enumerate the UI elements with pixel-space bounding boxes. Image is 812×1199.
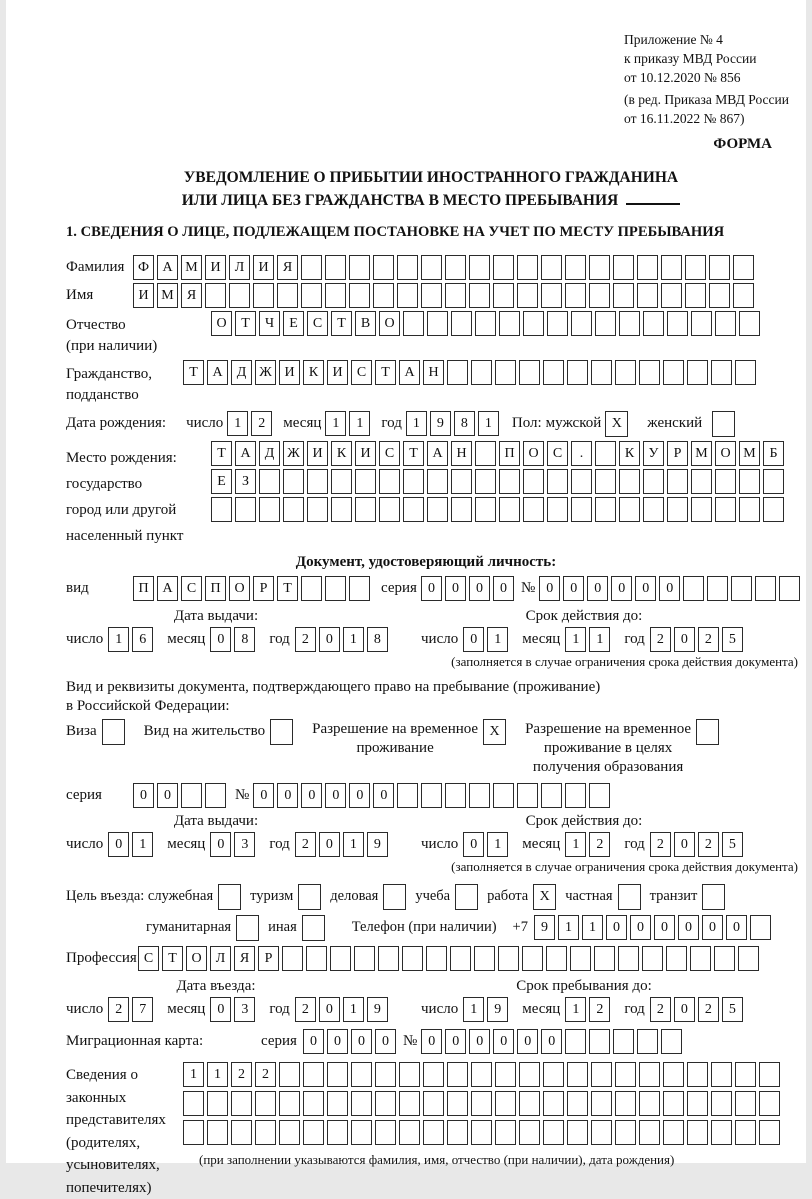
staydoc-valid-day-label: число — [421, 832, 458, 853]
edu-residence-label-line3: получения образования — [525, 758, 691, 777]
purpose-business-option — [330, 884, 409, 910]
entry-date-heading: Дата въезда: — [66, 978, 366, 995]
phone-input[interactable]: 9 1 1 0 0 0 0 0 0 — [534, 915, 774, 940]
until-year[interactable]: 2 0 2 5 — [650, 997, 746, 1022]
purpose-private-label: частная — [565, 884, 612, 905]
identity-doc-row — [66, 576, 806, 601]
iddoc-valid-month-label: месяц — [522, 627, 560, 648]
document-header — [624, 30, 812, 128]
entry-year-label: год — [269, 997, 289, 1018]
visa-label: Виза — [66, 719, 97, 740]
birth-year-input[interactable]: 1 9 8 1 — [406, 411, 502, 436]
migcard-number-label: № — [403, 1029, 417, 1050]
surname-row — [66, 255, 806, 280]
iddoc-issued-month-label: месяц — [167, 627, 205, 648]
purpose-work-checkbox[interactable]: X — [533, 884, 559, 910]
staydoc-valid-heading: Срок действия до: — [424, 813, 744, 830]
doc-kind-input[interactable]: П А С П О Р Т — [133, 576, 373, 601]
edition-line: от 16.11.2022 № 867) — [624, 109, 812, 128]
representatives-input-row1[interactable]: 1 1 2 2 — [183, 1062, 783, 1087]
staydoc-valid-month[interactable]: 1 2 — [565, 832, 613, 857]
iddoc-valid-year-label: год — [624, 627, 644, 648]
temp-residence-checkbox[interactable]: X — [483, 719, 509, 745]
profession-input[interactable]: С Т О Л Я Р — [138, 946, 762, 971]
purpose-study-option — [415, 884, 481, 910]
until-day[interactable]: 1 9 — [463, 997, 511, 1022]
entry-month[interactable]: 0 3 — [210, 997, 258, 1022]
entry-day[interactable]: 2 7 — [108, 997, 156, 1022]
sex-male-label: мужской — [546, 411, 602, 432]
birth-month-label: месяц — [283, 411, 321, 432]
purpose-official-label: Цель въезда: служебная — [66, 884, 213, 905]
temp-residence-label-line1: Разрешение на временное — [312, 720, 478, 739]
sex-male-checkbox[interactable]: X — [605, 411, 631, 437]
purpose-transit-option — [650, 884, 729, 910]
entry-day-label: число — [66, 997, 103, 1018]
entry-date-headings — [66, 978, 806, 995]
purpose-study-checkbox[interactable] — [455, 884, 481, 910]
visa-checkbox[interactable] — [102, 719, 128, 745]
staydoc-valid-day[interactable]: 0 1 — [463, 832, 511, 857]
citizenship-row — [66, 360, 806, 406]
purpose-tourism-checkbox[interactable] — [298, 884, 324, 910]
until-day-label: число — [421, 997, 458, 1018]
birth-day-label: число — [186, 411, 223, 432]
iddoc-issued-day[interactable]: 1 6 — [108, 627, 156, 652]
representatives-label-line3: представителях — [66, 1109, 183, 1132]
staydoc-valid-year-label: год — [624, 832, 644, 853]
iddoc-valid-year[interactable]: 2 0 2 5 — [650, 627, 746, 652]
temp-residence-label-line2: проживание — [312, 739, 478, 758]
edu-residence-label-line2: проживание в целях — [525, 739, 691, 758]
purpose-transit-label: транзит — [650, 884, 698, 905]
entry-dates-row — [66, 997, 806, 1022]
birth-day-input[interactable]: 1 2 — [227, 411, 275, 436]
staydoc-issued-year-label: год — [269, 832, 289, 853]
iddoc-issued-year-label: год — [269, 627, 289, 648]
purpose-official-option — [66, 884, 244, 910]
representatives-note: (при заполнении указываются фамилия, имя, отчество (при наличии), дата рождения) — [199, 1152, 783, 1168]
iddoc-issued-heading: Дата выдачи: — [66, 608, 366, 625]
representatives-label-line4: (родителях, — [66, 1132, 183, 1155]
representatives-input-row2[interactable] — [183, 1091, 783, 1116]
form-title-line1: УВЕДОМЛЕНИЕ О ПРИБЫТИИ ИНОСТРАННОГО ГРАЖДАНИНА — [66, 167, 796, 189]
staydoc-series-input[interactable]: 0 0 — [133, 783, 229, 808]
staydoc-date-headings — [66, 813, 806, 830]
until-month-label: месяц — [522, 997, 560, 1018]
staydoc-issued-month[interactable]: 0 3 — [210, 832, 258, 857]
migration-card-label: Миграционная карта: — [66, 1029, 261, 1050]
birthdate-row — [66, 411, 806, 437]
birthplace-input-row3[interactable] — [211, 497, 787, 522]
purpose-other-option — [268, 915, 328, 941]
citizenship-label: Гражданство, — [66, 364, 183, 385]
staydoc-issued-day[interactable]: 0 1 — [108, 832, 156, 857]
sex-female-label: женский — [647, 411, 702, 432]
profession-row — [66, 946, 806, 971]
form-title — [66, 167, 806, 212]
staydoc-options-row — [66, 719, 806, 777]
iddoc-issued-day-label: число — [66, 627, 103, 648]
migcard-number-input[interactable]: 0 0 0 0 0 0 — [421, 1029, 685, 1054]
birthplace-block — [66, 441, 806, 549]
entry-year[interactable]: 2 0 1 9 — [295, 997, 391, 1022]
iddoc-issued-month[interactable]: 0 8 — [210, 627, 258, 652]
arrival-notification-form — [6, 0, 806, 1163]
representatives-label-line2: законных — [66, 1087, 183, 1110]
patronymic-label-note: (при наличии) — [66, 336, 211, 357]
stay-until-heading: Срок пребывания до: — [424, 978, 744, 995]
purpose-tourism-label: туризм — [250, 884, 293, 905]
iddoc-validity-note: (заполняется в случае ограничения срока действия документа) — [66, 654, 806, 670]
migcard-series-input[interactable]: 0 0 0 0 — [303, 1029, 399, 1054]
purpose-humanitarian-option — [146, 915, 262, 941]
staydoc-heading-line2: в Российской Федерации: — [66, 698, 806, 715]
iddoc-valid-day[interactable]: 0 1 — [463, 627, 511, 652]
purpose-row1 — [66, 884, 806, 910]
representatives-label-line1: Сведения о — [66, 1064, 183, 1087]
firstname-input[interactable]: И М Я — [133, 283, 757, 308]
representatives-label-line6: попечителях) — [66, 1177, 183, 1199]
birthplace-label-state: государство — [66, 471, 211, 497]
birth-year-label: год — [381, 411, 401, 432]
doc-series-label: серия — [381, 576, 417, 597]
iddoc-valid-month[interactable]: 1 1 — [565, 627, 613, 652]
sex-label: Пол: — [512, 411, 542, 432]
birthdate-label: Дата рождения: — [66, 411, 166, 432]
staydoc-issued-day-label: число — [66, 832, 103, 853]
birthplace-label-settlement: населенный пункт — [66, 523, 211, 549]
citizenship-input[interactable]: Т А Д Ж И К И С Т А Н — [183, 360, 759, 385]
purpose-other-label: иная — [268, 915, 297, 936]
iddoc-valid-heading: Срок действия до: — [424, 608, 744, 625]
appendix-line: Приложение № 4 — [624, 30, 812, 49]
firstname-label: Имя — [66, 283, 133, 304]
birthplace-label: Место рождения: — [66, 445, 211, 471]
purpose-other-checkbox[interactable] — [302, 915, 328, 941]
appendix-line: от 10.12.2020 № 856 — [624, 68, 812, 87]
surname-input[interactable]: Ф А М И Л И Я — [133, 255, 757, 280]
entry-month-label: месяц — [167, 997, 205, 1018]
purpose-business-checkbox[interactable] — [383, 884, 409, 910]
staydoc-valid-year[interactable]: 2 0 2 5 — [650, 832, 746, 857]
iddoc-dates-row — [66, 627, 806, 652]
form-title-line2: ИЛИ ЛИЦА БЕЗ ГРАЖДАНСТВА В МЕСТО ПРЕБЫВАНИЯ — [66, 189, 796, 212]
phone-prefix: +7 — [513, 915, 528, 936]
staydoc-dates-row — [66, 832, 806, 857]
purpose-business-label: деловая — [330, 884, 378, 905]
edu-residence-checkbox[interactable] — [696, 719, 722, 745]
doc-series-input[interactable]: 0 0 0 0 — [421, 576, 517, 601]
staydoc-issued-heading: Дата выдачи: — [66, 813, 366, 830]
purpose-row2 — [66, 915, 806, 941]
staydoc-heading-line1: Вид и реквизиты документа, подтверждающего право на пребывание (проживание) — [66, 679, 806, 696]
section1-heading: 1. СВЕДЕНИЯ О ЛИЦЕ, ПОДЛЕЖАЩЕМ ПОСТАНОВКЕ НА УЧЕТ ПО МЕСТУ ПРЕБЫВАНИЯ — [66, 224, 806, 241]
identity-doc-heading: Документ, удостоверяющий личность: — [66, 554, 806, 571]
form-label: ФОРМА — [66, 136, 806, 153]
visa-option — [66, 719, 128, 745]
residence-permit-label: Вид на жительство — [144, 719, 265, 740]
until-month[interactable]: 1 2 — [565, 997, 613, 1022]
staydoc-issued-month-label: месяц — [167, 832, 205, 853]
doc-number-input[interactable]: 0 0 0 0 0 0 — [539, 576, 803, 601]
purpose-study-label: учеба — [415, 884, 450, 905]
purpose-humanitarian-label: гуманитарная — [146, 915, 231, 936]
sex-female-checkbox[interactable] — [712, 411, 738, 437]
staydoc-validity-note: (заполняется в случае ограничения срока действия документа) — [66, 859, 806, 875]
purpose-transit-checkbox[interactable] — [702, 884, 728, 910]
phone-label: Телефон (при наличии) — [352, 915, 497, 936]
purpose-humanitarian-checkbox[interactable] — [236, 915, 262, 941]
birthplace-input-row1[interactable]: Т А Д Ж И К И С Т А Н П О С . К У Р М О М Б — [211, 441, 787, 466]
iddoc-issued-year[interactable]: 2 0 1 8 — [295, 627, 391, 652]
purpose-official-checkbox[interactable] — [218, 884, 244, 910]
migcard-series-label: серия — [261, 1029, 297, 1050]
patronymic-input[interactable]: О Т Ч Е С Т В О — [211, 311, 763, 336]
residence-permit-checkbox[interactable] — [270, 719, 296, 745]
doc-number-label: № — [521, 576, 535, 597]
edition-line: (в ред. Приказа МВД России — [624, 90, 812, 109]
citizenship-label2: подданство — [66, 385, 183, 406]
staydoc-issued-year[interactable]: 2 0 1 9 — [295, 832, 391, 857]
staydoc-series-label: серия — [66, 783, 133, 804]
purpose-tourism-option — [250, 884, 324, 910]
staydoc-number-label: № — [235, 783, 249, 804]
representatives-block — [66, 1062, 806, 1199]
surname-label: Фамилия — [66, 255, 133, 276]
patronymic-label: Отчество — [66, 315, 211, 336]
title-blank-line — [626, 189, 680, 205]
representatives-input-row3[interactable] — [183, 1120, 783, 1145]
purpose-private-checkbox[interactable] — [618, 884, 644, 910]
doc-kind-label: вид — [66, 576, 133, 597]
purpose-private-option — [565, 884, 643, 910]
residence-permit-option — [144, 719, 296, 745]
edu-residence-label-line1: Разрешение на временное — [525, 720, 691, 739]
purpose-work-label: работа — [487, 884, 528, 905]
staydoc-number-input[interactable]: 0 0 0 0 0 0 — [253, 783, 613, 808]
patronymic-row — [66, 311, 806, 357]
iddoc-date-headings — [66, 608, 806, 625]
birthplace-label-city: город или другой — [66, 497, 211, 523]
temp-residence-option — [312, 719, 509, 758]
until-year-label: год — [624, 997, 644, 1018]
staydoc-series-row — [66, 783, 806, 808]
birthplace-input-row2[interactable]: Е З — [211, 469, 787, 494]
firstname-row — [66, 283, 806, 308]
edu-residence-option — [525, 719, 722, 777]
representatives-label-line5: усыновителях, — [66, 1154, 183, 1177]
appendix-line: к приказу МВД России — [624, 49, 812, 68]
iddoc-valid-day-label: число — [421, 627, 458, 648]
purpose-work-option — [487, 884, 559, 910]
migration-card-row — [66, 1029, 806, 1054]
staydoc-valid-month-label: месяц — [522, 832, 560, 853]
profession-label: Профессия — [66, 946, 138, 967]
birth-month-input[interactable]: 1 1 — [325, 411, 373, 436]
